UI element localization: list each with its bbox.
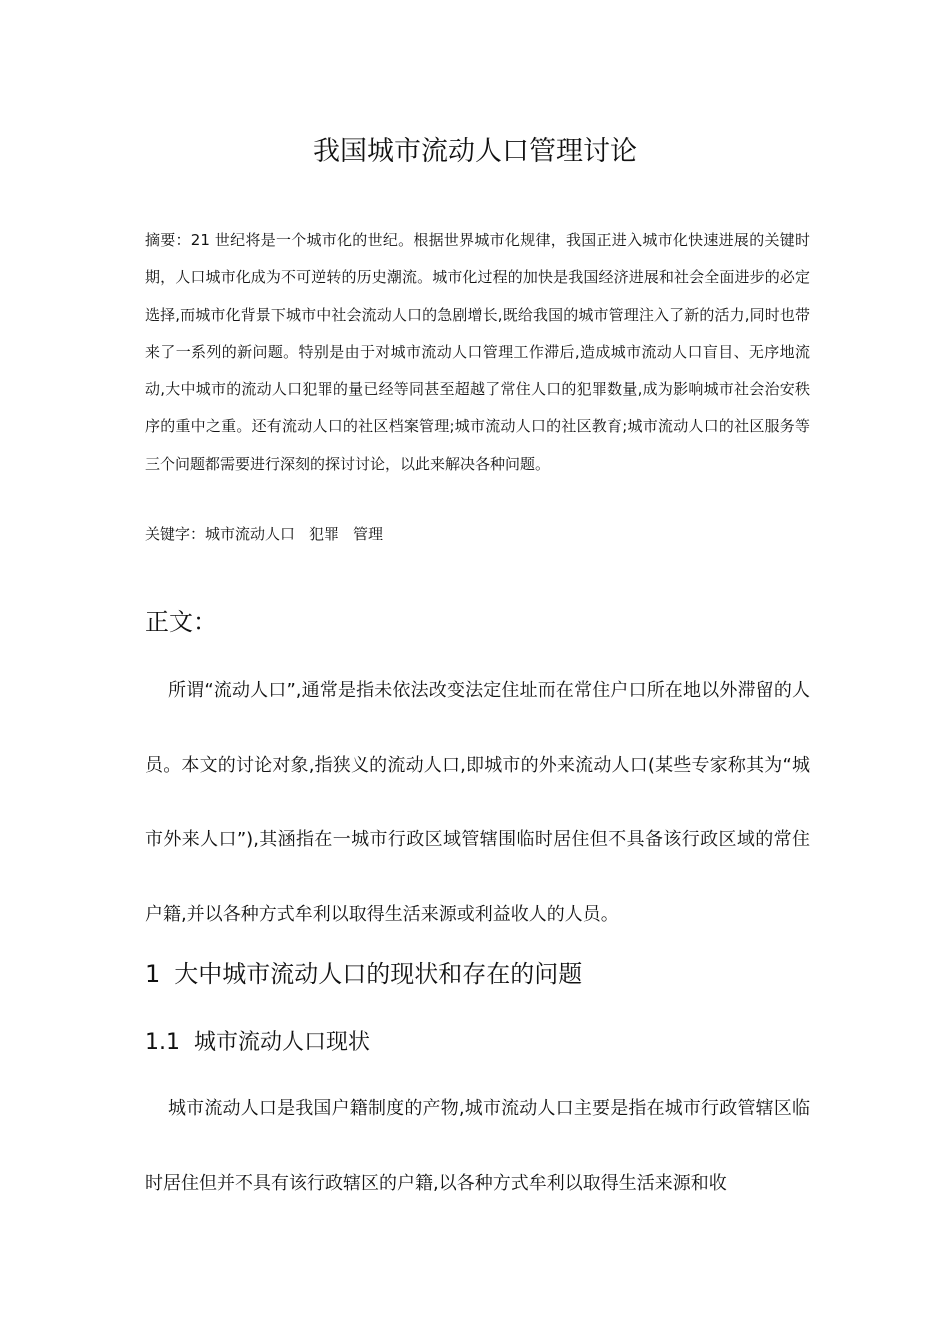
keywords-label: 关键字： bbox=[145, 525, 206, 543]
keywords bbox=[145, 520, 810, 548]
abstract bbox=[145, 222, 810, 483]
abstract-text: 21 世纪将是一个城市化的世纪。根据世界城市化规律，我国正进入城市化快速进展的关键时期，人口城市化成为不可逆转的历史潮流。城市化过程的加快是我国经济进展和社会全面进步的必定选择,而城市化背景下城市中社会流动人口的急剧增长,既给我国的城市管理注入了新的活力,同时也带来了一系列的新问题。特别是由于对城市流动人口管理工作滞后,造成城市流动人口盲目、无序地流动,大中城市的流动人口犯罪的量已经等同甚至超越了常住人口的犯罪数量,成为影响城市社会治安秩序的重中之重。还有流动人口的社区档案管理;城市流动人口的社区教育;城市流动人口的社区服务等三个问题都需要进行深刻的探讨讨论，以此来解决各种问题。 bbox=[145, 231, 810, 473]
abstract-label: 摘要： bbox=[145, 231, 191, 249]
section-1-heading bbox=[145, 954, 582, 994]
intro-paragraph: 所谓“流动人口”,通常是指未依法改变法定住址而在常住户口所在地以外滞留的人员。本文的讨论对象,指狭义的流动人口,即城市的外来流动人口(某些专家称其为“城市外来人口”),其涵指在一城市行政区域管辖围临时居住但不具备该行政区域的常住户籍,并以各种方式牟利以取得生活来源或利益收人的人员。 bbox=[145, 680, 810, 925]
section-1-1-number: 1.1 bbox=[145, 1030, 180, 1055]
section-1-1-paragraph: 城市流动人口是我国户籍制度的产物,城市流动人口主要是指在城市行政管辖区临时居住但并不具有该行政辖区的户籍,以各种方式牟利以取得生活来源和收 bbox=[145, 1098, 810, 1194]
keyword-item: 犯罪 bbox=[309, 525, 340, 543]
keyword-item: 管理 bbox=[353, 525, 384, 543]
keyword-item: 城市流动人口 bbox=[205, 525, 296, 543]
body-heading: 正文： bbox=[145, 608, 217, 636]
section-1-1-heading bbox=[145, 1024, 370, 1062]
section-1-number: 1 bbox=[145, 960, 161, 988]
section-1-title: 大中城市流动人口的现状和存在的问题 bbox=[174, 960, 583, 988]
section-1-1-title: 城市流动人口现状 bbox=[194, 1030, 371, 1055]
document-title: 我国城市流动人口管理讨论 bbox=[313, 136, 637, 167]
